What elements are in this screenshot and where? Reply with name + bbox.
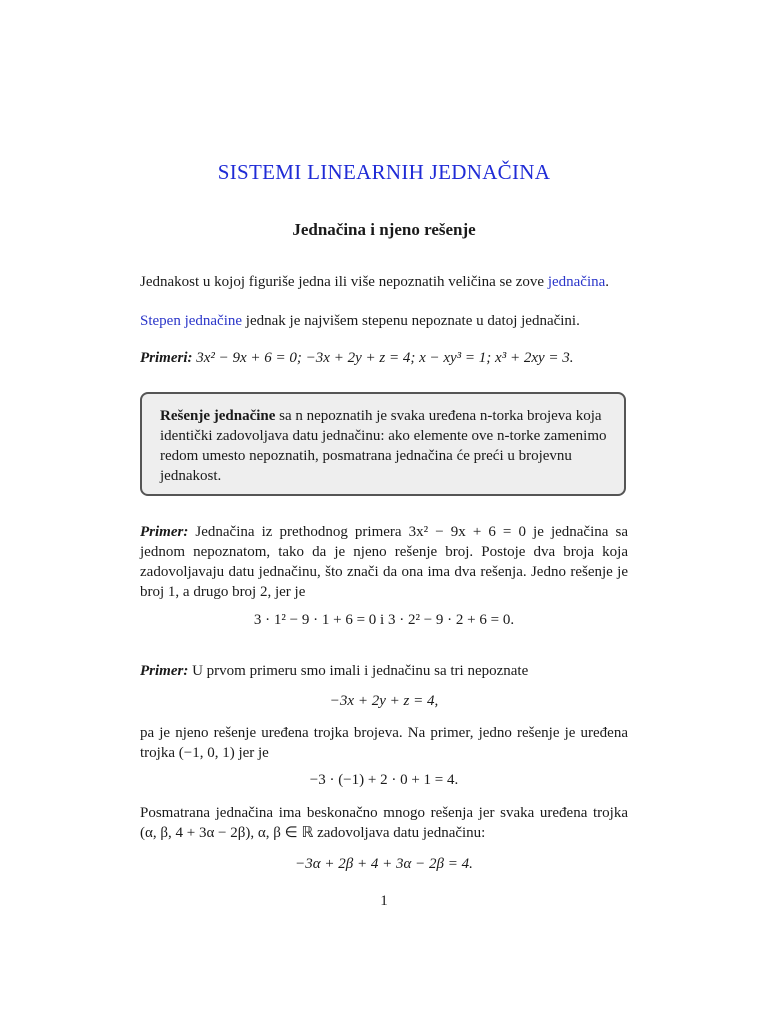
definition-text: Jednakost u kojoj figuriše jedna ili više nepoznatih veličina se zove xyxy=(140,274,548,290)
example-equation-4: x³ + 2xy = 3. xyxy=(495,350,574,366)
definition-end: . xyxy=(605,274,610,290)
example-equation-2: −3x + 2y + z = 4; xyxy=(305,350,416,366)
solution-definition: sa n nepoznatih je svaka uređena n-torka brojeva koja identički zadovoljava datu jednačinu: ako elemente ove n-torke zamenimo redom umesto nepoznatih, posmatrana jednačina će preći u brojevnu jednakost. xyxy=(160,408,607,484)
example-2-text: U prvom primeru smo imali i jednačinu sa tri nepoznate xyxy=(188,663,529,679)
example-equation-1: 3x² − 9x + 6 = 0; xyxy=(196,350,302,366)
example-1-paragraph xyxy=(140,522,628,602)
example-1-label: Primer: xyxy=(140,524,189,540)
example-2-formula-2: −3 · (−1) + 2 · 0 + 1 = 4. xyxy=(309,772,459,788)
example-equation-3: x − xy³ = 1; xyxy=(419,350,492,366)
degree-text: jednak je najvišem stepenu nepoznate u datoj jednačini. xyxy=(242,313,580,329)
term-degree: Stepen jednačine xyxy=(140,313,243,329)
page-title: SISTEMI LINEARNIH JEDNAČINA xyxy=(217,160,551,184)
section-heading: Jednačina i njeno rešenje xyxy=(292,220,476,239)
page-number: 1 xyxy=(380,893,388,909)
definition-equation xyxy=(140,272,628,292)
definition-degree xyxy=(140,311,628,331)
term-equation: jednačina xyxy=(547,274,606,290)
example-2-paragraph xyxy=(140,661,628,681)
example-1-text: Jednačina iz prethodnog primera 3x² − 9x + 6 = 0 je jednačina sa jednom nepoznatom, tako da je njeno rešenje broj. Postoje dva broja koja zadovoljavaju datu jednačinu, što znači da ona ima dva rešenja. Jedno rešenje je broj 1, a drugo broj 2, jer je xyxy=(140,524,628,600)
examples-label: Primeri: xyxy=(140,350,193,366)
example-2-label: Primer: xyxy=(140,663,189,679)
term-solution: Rešenje jednačine xyxy=(160,408,276,424)
example-2-formula-1: −3x + 2y + z = 4, xyxy=(329,693,439,709)
definition-box xyxy=(140,392,626,496)
example-2-formula-3: −3α + 2β + 4 + 3α − 2β = 4. xyxy=(295,856,473,872)
examples-line xyxy=(140,348,628,368)
example-2-paragraph-3: Posmatrana jednačina ima beskonačno mnogo rešenja jer svaka uređena trojka (α, β, 4 + 3α − 2β), α, β ∈ ℝ zadovoljava datu jednačinu: xyxy=(140,805,628,841)
example-2-paragraph-2: pa je njeno rešenje uređena trojka brojeva. Na primer, jedno rešenje je uređena trojka (−1, 0, 1) jer je xyxy=(140,725,628,761)
definition-box-text xyxy=(160,406,608,486)
example-1-formula: 3 · 1² − 9 · 1 + 6 = 0 i 3 · 2² − 9 · 2 + 6 = 0. xyxy=(253,612,515,628)
